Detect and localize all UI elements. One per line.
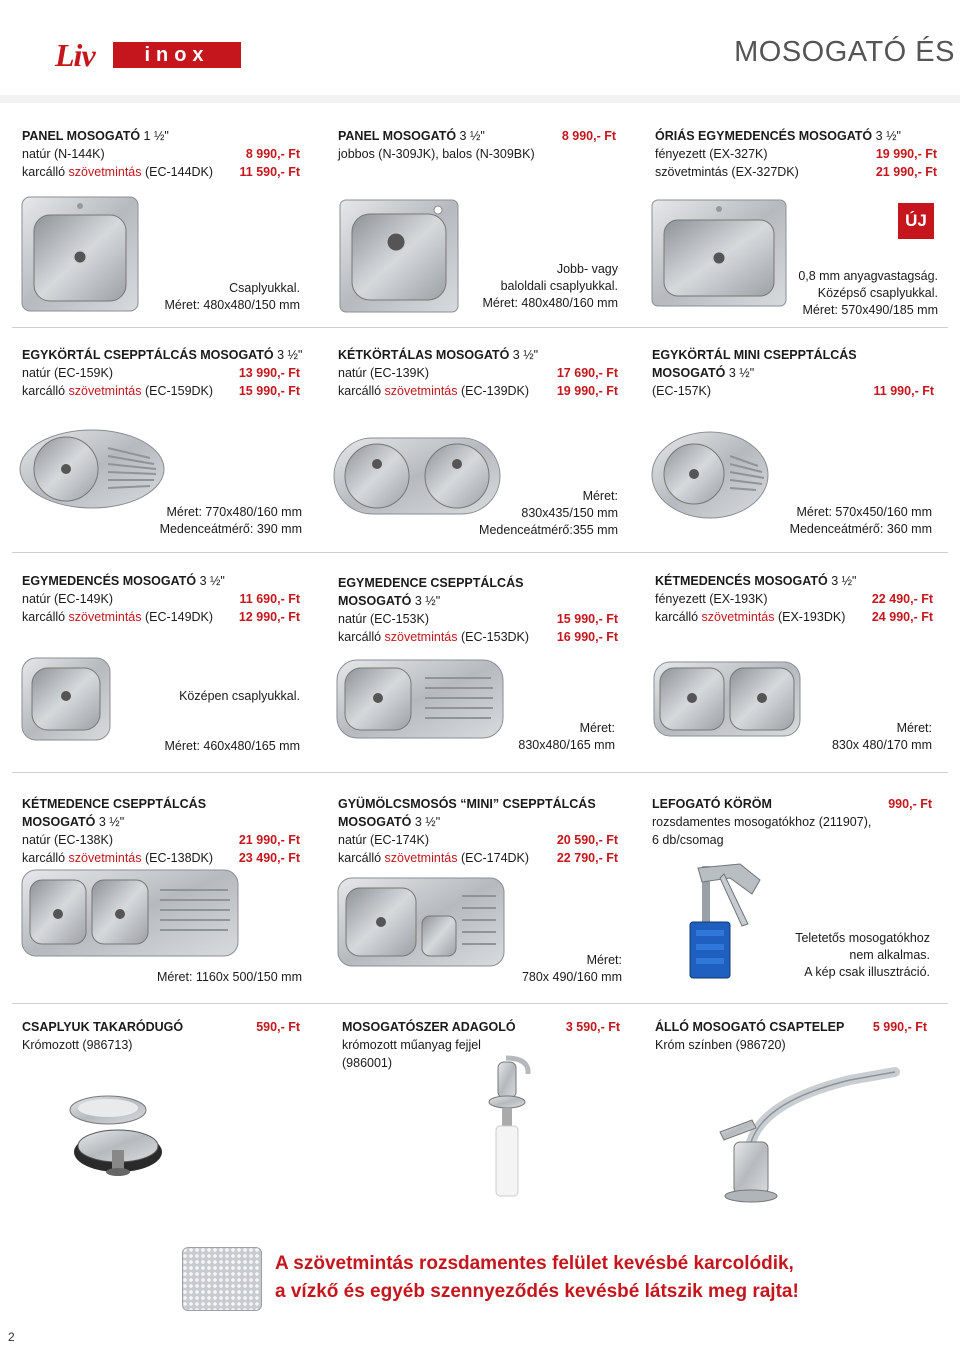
product-description: Méret: 460x480/165 mm <box>164 739 300 753</box>
product-size: 3 ½" <box>199 574 225 588</box>
variant-label: natúr (EC-139K) <box>338 366 430 380</box>
variant-label: fényezett (EX-193K) <box>655 592 768 606</box>
product-description: Középen csaplyukkal. <box>179 689 300 703</box>
variant-label: karcálló szövetmintás (EC-159DK) <box>22 384 214 398</box>
product-panel-sink-1 <box>22 127 300 181</box>
brand-logo <box>55 38 245 72</box>
product-bowl-drainer-sink <box>338 574 618 646</box>
variant-label: karcálló szövetmintás (EC-149DK) <box>22 610 214 624</box>
product-title: PANEL MOSOGATÓ <box>22 129 141 143</box>
banner-line: A szövetmintás rozsdamentes felület kevésbé karcolódik, <box>275 1253 794 1274</box>
product-size: 3 ½" <box>875 129 901 143</box>
product-description: Méret: 830x480/165 mm <box>518 721 615 752</box>
product-size: 1 ½" <box>143 129 169 143</box>
variant-label: karcálló szövetmintás (EC-153DK) <box>338 630 530 644</box>
variant-label: karcálló szövetmintás (EC-138DK) <box>22 851 214 865</box>
product-mounting-clip <box>652 795 932 849</box>
sink-image <box>20 868 240 958</box>
product-size: 3 ½" <box>831 574 857 588</box>
price: 19 990,- Ft <box>875 147 937 161</box>
product-mini-drainer-sink <box>652 346 934 400</box>
product-title: EGYMEDENCÉS MOSOGATÓ <box>22 574 197 588</box>
product-detail: (986001) <box>342 1056 393 1070</box>
product-description: 0,8 mm anyagvastagság. Középső csaplyukkal. Méret: 570x490/185 mm <box>798 269 938 317</box>
price: 8 990,- Ft <box>245 147 300 161</box>
price: 22 490,- Ft <box>871 592 933 606</box>
product-title: EGYKÖRTÁL CSEPPTÁLCÁS MOSOGATÓ <box>22 348 274 362</box>
new-badge: ÚJ <box>898 203 934 239</box>
product-size: 3 ½" <box>414 594 441 608</box>
header-band <box>0 95 960 103</box>
price: 3 590,- Ft <box>565 1020 620 1034</box>
product-size: 3 ½" <box>277 348 303 362</box>
product-description: Méret: 570x450/160 mm Medenceátmérő: 360 mm <box>789 505 932 536</box>
variant-label: natúr (N-144K) <box>22 147 105 161</box>
variant-label: jobbos (N-309JK), balos (N-309BK) <box>338 147 535 161</box>
price: 11 590,- Ft <box>239 165 300 179</box>
sink-image <box>336 876 506 968</box>
clip-image <box>680 860 780 988</box>
product-title: EGYMEDENCE CSEPPTÁLCÁS <box>338 576 524 590</box>
product-title: LEFOGATÓ KÖRÖM <box>652 797 772 811</box>
price: 5 990,- Ft <box>872 1020 927 1034</box>
product-double-bowl-sink <box>655 572 933 626</box>
faucet-image <box>690 1062 910 1204</box>
variant-label: natúr (EC-138K) <box>22 833 114 847</box>
product-panel-sink-2 <box>338 127 616 163</box>
product-round-drainer-sink <box>22 346 303 400</box>
price: 21 990,- Ft <box>238 833 300 847</box>
logo-word: inox <box>113 42 241 68</box>
product-size: 3 ½" <box>414 815 441 829</box>
variant-label: (EC-157K) <box>652 384 712 398</box>
page-number: 2 <box>8 1330 15 1344</box>
price: 8 990,- Ft <box>561 129 616 143</box>
sink-image <box>332 436 502 516</box>
product-title-cont: MOSOGATÓ <box>338 815 412 829</box>
product-title: KÉTKÖRTÁLAS MOSOGATÓ <box>338 348 510 362</box>
product-title: MOSOGATÓSZER ADAGOLÓ <box>342 1020 516 1034</box>
product-detail: krómozott műanyag fejjel <box>342 1038 481 1052</box>
price: 15 990,- Ft <box>556 612 618 626</box>
logo-script: Liv <box>55 37 95 73</box>
product-detail: rozsdamentes mosogatókhoz (211907), <box>652 815 872 829</box>
price: 15 990,- Ft <box>238 384 300 398</box>
product-title: PANEL MOSOGATÓ <box>338 129 457 143</box>
variant-label: karcálló szövetmintás (EC-144DK) <box>22 165 214 179</box>
variant-label: szövetmintás (EX-327DK) <box>655 165 799 179</box>
product-title: CSAPLYUK TAKARÓDUGÓ <box>22 1020 184 1034</box>
product-title: EGYKÖRTÁL MINI CSEPPTÁLCÁS <box>652 348 857 362</box>
price: 21 990,- Ft <box>875 165 937 179</box>
product-size: 3 ½" <box>512 348 539 362</box>
product-giant-sink <box>655 127 937 181</box>
dispenser-image <box>480 1052 536 1202</box>
variant-label: natúr (EC-153K) <box>338 612 430 626</box>
price: 23 490,- Ft <box>238 851 300 865</box>
product-description: Méret: 770x480/160 mm Medenceátmérő: 390 mm <box>159 505 302 536</box>
product-description: Jobb- vagy baloldali csaplyukkal. Méret: 480x480/160 mm <box>482 262 618 310</box>
price: 16 990,- Ft <box>556 630 618 644</box>
product-size: 3 ½" <box>459 129 485 143</box>
sink-image <box>335 658 505 740</box>
product-detail: Krómozott (986713) <box>22 1038 133 1052</box>
price: 590,- Ft <box>256 1020 300 1034</box>
row-divider <box>12 1003 948 1004</box>
price: 13 990,- Ft <box>238 366 300 380</box>
product-title-cont: MOSOGATÓ <box>338 594 412 608</box>
product-title: KÉTMEDENCE CSEPPTÁLCÁS <box>22 797 207 811</box>
product-description: Méret: 1160x 500/150 mm <box>157 970 302 984</box>
plug-image <box>66 1090 166 1178</box>
page-title: MOSOGATÓ ÉS <box>734 36 955 68</box>
price: 24 990,- Ft <box>871 610 933 624</box>
sink-image <box>338 198 460 314</box>
variant-label: karcálló szövetmintás (EC-139DK) <box>338 384 530 398</box>
price: 19 990,- Ft <box>556 384 618 398</box>
variant-label: natúr (EC-149K) <box>22 592 114 606</box>
product-description: Csaplyukkal. Méret: 480x480/150 mm <box>164 281 300 312</box>
product-description: Méret: 830x 480/170 mm <box>831 721 932 752</box>
sink-image <box>652 660 802 738</box>
product-double-round-sink <box>338 346 618 400</box>
product-description: Méret: 830x435/150 mm Medenceátmérő:355 mm <box>479 489 618 537</box>
price: 990,- Ft <box>888 797 932 811</box>
variant-label: karcálló szövetmintás (EC-174DK) <box>338 851 530 865</box>
sink-image <box>650 198 788 308</box>
product-description: Teletetős mosogatókhoz nem alkalmas. A kép csak illusztráció. <box>795 931 930 979</box>
price: 22 790,- Ft <box>556 851 618 865</box>
product-double-drainer-sink <box>22 795 300 867</box>
row-divider <box>12 552 948 553</box>
product-size: 3 ½" <box>728 366 755 380</box>
price: 11 690,- Ft <box>239 592 300 606</box>
price: 17 690,- Ft <box>556 366 618 380</box>
product-description: Méret: 780x 490/160 mm <box>521 953 622 984</box>
row-divider <box>12 772 948 773</box>
product-single-bowl-sink <box>22 572 300 626</box>
sink-image <box>18 428 166 510</box>
promo-banner <box>275 1250 799 1306</box>
product-detail: 6 db/csomag <box>652 833 724 847</box>
product-title: KÉTMEDENCÉS MOSOGATÓ <box>655 574 828 588</box>
price: 12 990,- Ft <box>238 610 300 624</box>
price: 20 590,- Ft <box>556 833 618 847</box>
product-title-cont: MOSOGATÓ <box>22 815 96 829</box>
sink-image <box>650 430 770 520</box>
row-divider <box>12 327 948 328</box>
product-title: ÓRIÁS EGYMEDENCÉS MOSOGATÓ <box>655 129 873 143</box>
price: 11 990,- Ft <box>873 384 934 398</box>
product-size: 3 ½" <box>98 815 125 829</box>
woven-texture-swatch <box>182 1247 262 1311</box>
product-title: ÁLLÓ MOSOGATÓ CSAPTELEP <box>655 1020 845 1034</box>
sink-image <box>20 195 140 313</box>
banner-line: a vízkő és egyéb szennyeződés kevésbé látszik meg rajta! <box>275 1281 799 1302</box>
product-title: GYÜMÖLCSMOSÓS “MINI” CSEPPTÁLCÁS <box>338 797 596 811</box>
variant-label: karcálló szövetmintás (EX-193DK) <box>655 610 846 624</box>
variant-label: natúr (EC-159K) <box>22 366 114 380</box>
product-detail: Króm színben (986720) <box>655 1038 786 1052</box>
variant-label: natúr (EC-174K) <box>338 833 430 847</box>
product-title-cont: MOSOGATÓ <box>652 366 726 380</box>
product-fruit-wash-sink <box>338 795 618 867</box>
product-tap-hole-cover <box>22 1018 300 1054</box>
product-standing-faucet <box>655 1018 927 1054</box>
sink-image <box>20 656 112 742</box>
variant-label: fényezett (EX-327K) <box>655 147 768 161</box>
